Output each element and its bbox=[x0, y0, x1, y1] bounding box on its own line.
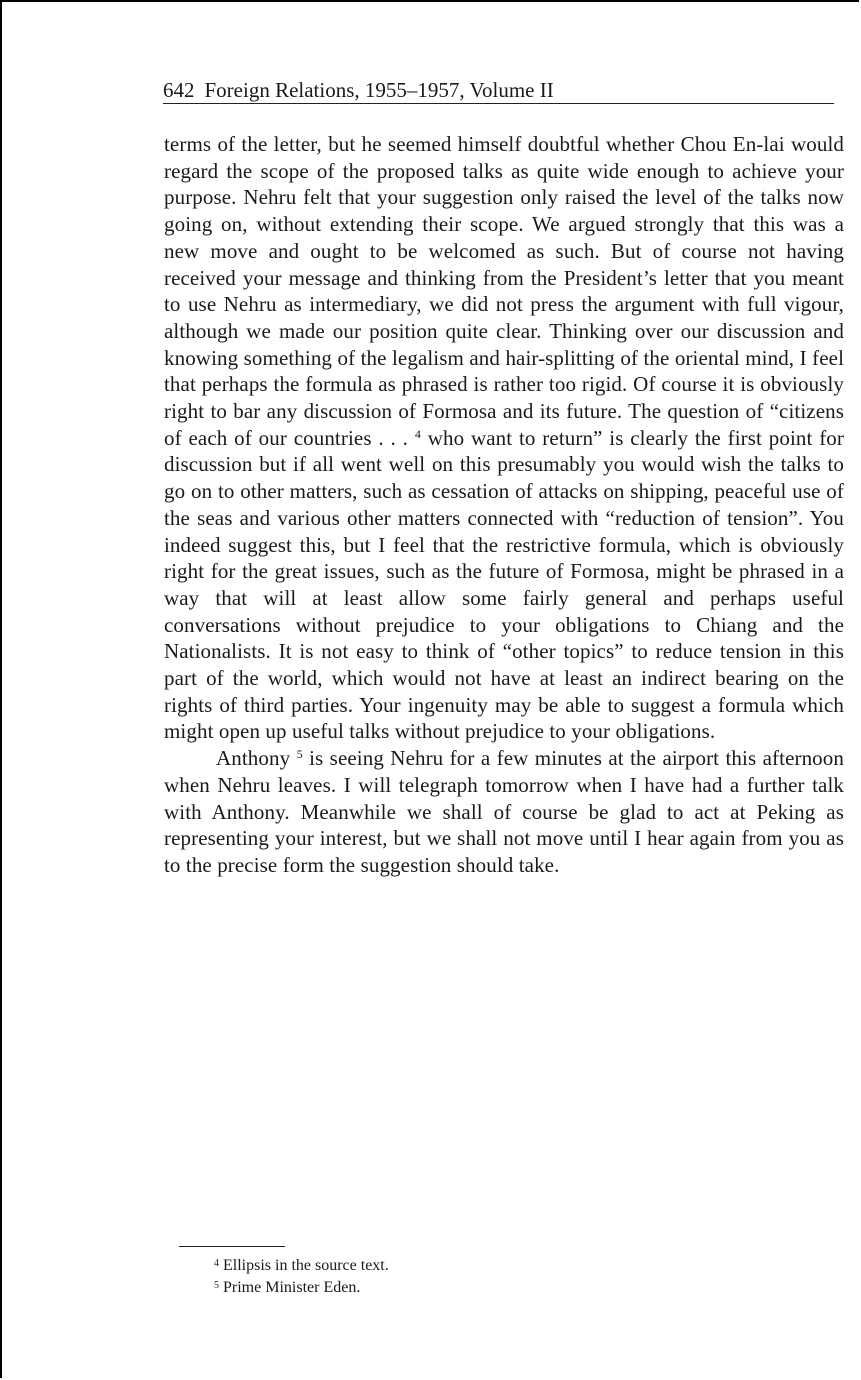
footnote-text: Ellipsis in the source text. bbox=[223, 1257, 389, 1274]
header-rule bbox=[163, 103, 834, 104]
footnote-4 bbox=[214, 1255, 814, 1277]
body-text bbox=[164, 131, 844, 879]
running-header bbox=[163, 78, 833, 102]
paragraph-text: Anthony bbox=[216, 746, 291, 771]
page-number: 642 bbox=[163, 78, 195, 102]
footnote-number: 4 bbox=[214, 1258, 219, 1269]
footnote-ref-5: 5 bbox=[296, 747, 303, 762]
footnotes bbox=[214, 1255, 814, 1299]
footnote-5 bbox=[214, 1277, 814, 1299]
volume-title: Foreign Relations, 1955–1957, Volume II bbox=[204, 78, 554, 102]
paragraph-text: terms of the letter, but he seemed himself doubtful whether Chou En-lai would regard the scope of the proposed talks as quite wide enough to achieve your purpose. Nehru felt that your suggestion only raised the level of the talks now going on, without extending their scope. We argued strongly that this was a new move and ought to be welcomed as such. But of course not having received your message and thinking from the President’s letter that you meant to use Nehru as intermediary, we did not press the argument with full vigour, although we made our position quite clear. Thinking over our discussion and knowing something of the legalism and hair-splitting of the oriental mind, I feel that perhaps the formula as phrased is rather too rigid. Of course it is obviously right to bar any discussion of Formosa and its future. The question of “citizens of each of our countries . . . bbox=[164, 132, 844, 450]
paragraph-letter-continuation bbox=[164, 131, 844, 745]
paragraph-text: who want to return” is clearly the first point for discussion but if all went well on this presumably you would wish the talks to go on to other matters, such as cessation of attacks on shipping, peaceful use of the seas and various other matters connected with “reduction of tension”. You indeed suggest this, but I feel that the restrictive formula, which is obviously right for the great issues, such as the future of Formosa, might be phrased in a way that will at least allow some fairly general and perhaps useful conversations without prejudice to your obligations to Chiang and the Nationalists. It is not easy to think of “other topics” to reduce tension in this part of the world, which would not have at least an indirect bearing on the rights of third parties. Your ingenuity may be able to suggest a formula which might open up useful talks without prejudice to your obligations. bbox=[164, 425, 844, 744]
paragraph-text: is seeing Nehru for a few minutes at the airport this afternoon when Nehru leaves. I will telegraph tomorrow when I have had a further talk with Anthony. Meanwhile we shall of course be glad to act at Peking as representing your interest, but we shall not move until I hear again from you as to the precise form the suggestion should take. bbox=[164, 746, 844, 877]
footnote-ref-4: 4 bbox=[414, 426, 421, 441]
footnote-number: 5 bbox=[214, 1280, 219, 1291]
footnote-text: Prime Minister Eden. bbox=[223, 1279, 361, 1296]
paragraph-anthony bbox=[164, 745, 844, 879]
footnote-rule bbox=[179, 1246, 285, 1247]
